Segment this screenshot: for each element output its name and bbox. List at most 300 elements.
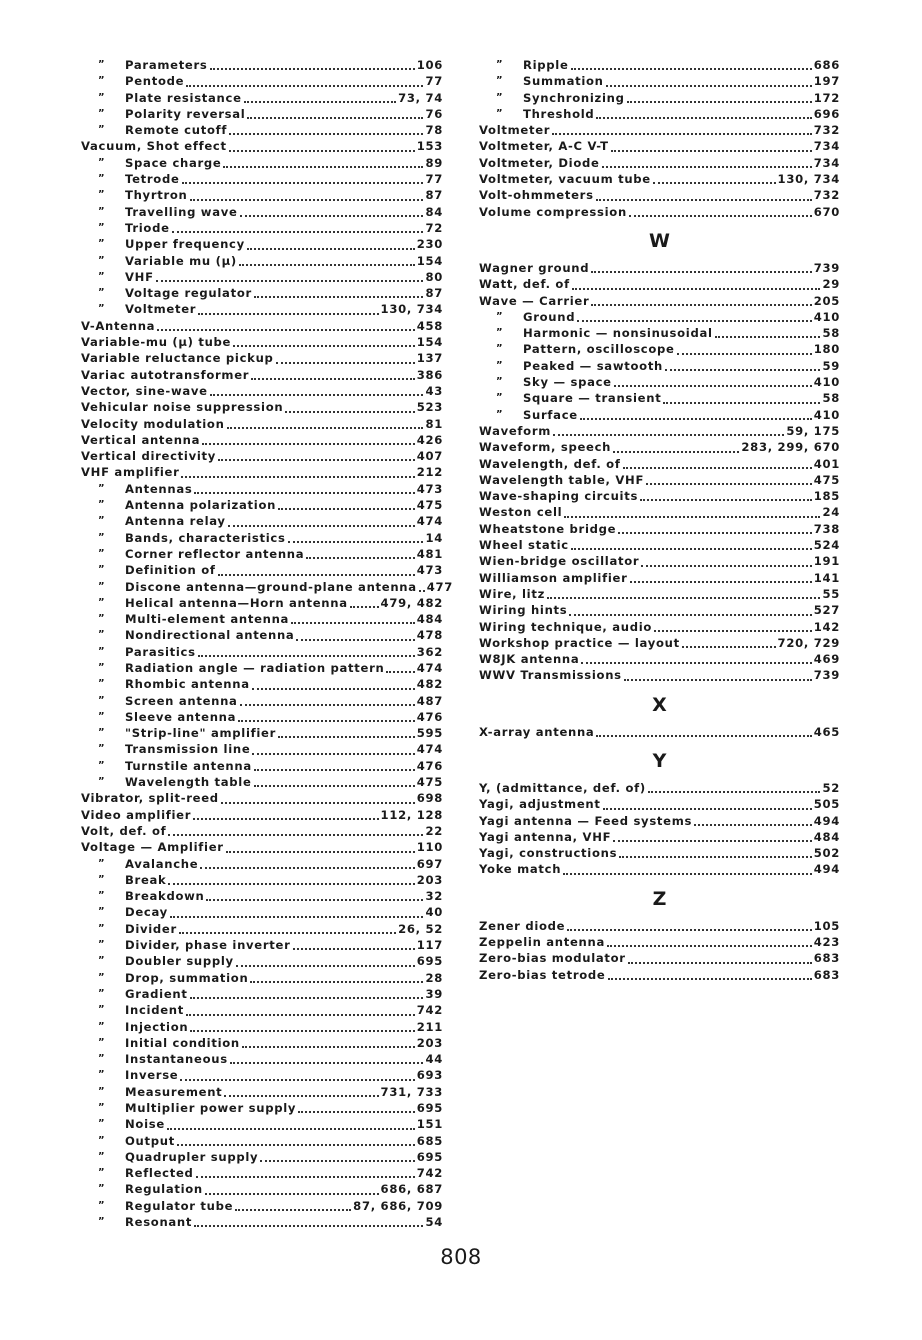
index-entry (479, 276, 840, 292)
entry-page-ref: 84 (425, 204, 443, 219)
dot-leader (276, 362, 415, 364)
index-subentry (81, 220, 443, 236)
entry-term: ” Thyrtron (81, 187, 188, 203)
dot-leader (229, 133, 423, 135)
dot-leader (196, 1176, 415, 1178)
index-entry (479, 845, 840, 861)
entry-term: Wiring technique, audio (479, 619, 653, 634)
entry-page-ref: 203 (416, 1035, 443, 1050)
entry-term: ” Rhombic antenna (81, 676, 250, 692)
index-subentry (81, 676, 443, 692)
entry-term: WWV Transmissions (479, 668, 622, 683)
index-subentry (81, 497, 443, 513)
entry-term: VHF amplifier (81, 465, 180, 480)
entry-term: ” Multi-element antenna (81, 611, 289, 627)
entry-page-ref: 52 (822, 780, 840, 795)
entry-term: X-array antenna (479, 724, 595, 739)
index-entry (479, 950, 840, 966)
entry-term: ” Radiation angle — radiation pattern (81, 660, 384, 676)
index-entry (479, 171, 840, 187)
entry-term: ” Gradient (81, 986, 188, 1002)
entry-term: ” Drop, summation (81, 970, 248, 986)
index-entry (479, 293, 840, 309)
dot-leader (227, 427, 424, 429)
dot-leader (603, 808, 812, 810)
entry-term: ” Doubler supply (81, 953, 234, 969)
index-subentry (81, 937, 443, 953)
index-column-left (81, 57, 454, 1230)
entry-term: Zener diode (479, 918, 566, 933)
entry-term: ” Helical antenna—Horn antenna (81, 595, 348, 611)
entry-page-ref: 87 (425, 188, 443, 203)
dot-leader (193, 818, 378, 820)
index-subentry (81, 1051, 443, 1067)
dot-leader (567, 929, 811, 931)
entry-page-ref: 739 (813, 260, 840, 275)
index-subentry (81, 269, 443, 285)
entry-term: ” Decay (81, 904, 168, 920)
index-entry (479, 651, 840, 667)
index-entry (81, 432, 443, 448)
dot-leader (553, 434, 784, 436)
entry-page-ref: 386 (416, 367, 443, 382)
entry-term: Vertical antenna (81, 432, 201, 447)
dot-leader (630, 581, 812, 583)
entry-term: ” Inverse (81, 1067, 178, 1083)
dot-leader (240, 704, 415, 706)
entry-term: Wheel static (479, 538, 569, 553)
entry-term: Voltmeter, Diode (479, 155, 600, 170)
index-subentry (81, 122, 443, 138)
index-subentry (479, 106, 840, 122)
entry-page-ref: 151 (416, 1117, 443, 1132)
entry-page-ref: 696 (813, 106, 840, 121)
entry-page-ref: 24 (822, 505, 840, 520)
entry-term: Voltmeter, vacuum tube (479, 172, 651, 187)
index-subentry (81, 1133, 443, 1149)
entry-page-ref: 191 (813, 554, 840, 569)
entry-page-ref: 153 (416, 139, 443, 154)
index-entry (81, 383, 443, 399)
entry-term: Waveform, speech (479, 440, 612, 455)
index-entry (479, 187, 840, 203)
dot-leader (210, 394, 424, 396)
index-subentry (81, 953, 443, 969)
index-entry (81, 790, 443, 806)
index-subentry (81, 562, 443, 578)
index-entry (479, 537, 840, 553)
dot-leader (629, 215, 812, 217)
entry-page-ref: 44 (425, 1052, 443, 1067)
entry-page-ref: 410 (813, 309, 840, 324)
entry-page-ref: 693 (416, 1068, 443, 1083)
index-entry (479, 918, 840, 934)
dot-leader (628, 962, 812, 964)
dot-leader (623, 467, 812, 469)
entry-page-ref: 410 (813, 407, 840, 422)
entry-page-ref: 29 (822, 277, 840, 292)
index-subentry (81, 921, 443, 937)
dot-leader (640, 499, 812, 501)
entry-page-ref: 14 (425, 530, 443, 545)
entry-term: Yagi, constructions (479, 846, 618, 861)
entry-page-ref: 77 (425, 74, 443, 89)
dot-leader (168, 883, 414, 885)
dot-leader (547, 597, 820, 599)
entry-term: ” Measurement (81, 1084, 222, 1100)
entry-term: Zero-bias tetrode (479, 967, 606, 982)
entry-page-ref: 695 (416, 1149, 443, 1164)
dot-leader (624, 679, 812, 681)
index-entry (479, 423, 840, 439)
dot-leader (167, 1128, 415, 1130)
entry-term: ” Parameters (81, 57, 208, 73)
dot-leader (218, 459, 415, 461)
dot-leader (613, 840, 811, 842)
entry-term: Video amplifier (81, 807, 192, 822)
entry-page-ref: 203 (416, 872, 443, 887)
dot-leader (233, 345, 415, 347)
index-subentry (81, 301, 443, 317)
entry-term: Variable reluctance pickup (81, 351, 274, 366)
entry-page-ref: 479, 482 (380, 595, 443, 610)
index-entry (479, 138, 840, 154)
entry-term: Yoke match (479, 862, 562, 877)
index-subentry (81, 187, 443, 203)
entry-page-ref: 112, 128 (380, 807, 443, 822)
entry-page-ref: 59 (822, 358, 840, 373)
entry-term: ” Corner reflector antenna (81, 546, 304, 562)
entry-term: Zero-bias modulator (479, 951, 626, 966)
entry-page-ref: 197 (813, 74, 840, 89)
entry-term: Variac autotransformer (81, 367, 250, 382)
entry-page-ref: 426 (416, 432, 443, 447)
index-subentry (81, 1198, 443, 1214)
index-subentry (81, 57, 443, 73)
dot-leader (228, 525, 415, 527)
entry-term: Zeppelin antenna (479, 935, 605, 950)
entry-page-ref: 484 (416, 612, 443, 627)
dot-leader (177, 1144, 415, 1146)
index-column-right (479, 57, 840, 983)
entry-term: ” Summation (479, 73, 604, 89)
entry-term: ” Screen antenna (81, 693, 238, 709)
dot-leader (291, 622, 415, 624)
dot-leader (172, 231, 424, 233)
entry-page-ref: 59, 175 (786, 423, 840, 438)
entry-term: ” Transmission line (81, 741, 250, 757)
entry-page-ref: 484 (813, 829, 840, 844)
entry-page-ref: 473 (416, 481, 443, 496)
entry-page-ref: 474 (416, 660, 443, 675)
entry-term: ” Break (81, 872, 166, 888)
entry-page-ref: 22 (425, 823, 443, 838)
index-subentry (479, 90, 840, 106)
entry-term: ” Regulation (81, 1181, 203, 1197)
entry-term: ” Variable mu (µ) (81, 253, 237, 269)
entry-page-ref: 477 (426, 579, 454, 594)
entry-term: ” Breakdown (81, 888, 204, 904)
dot-leader (186, 85, 423, 87)
dot-leader (238, 720, 415, 722)
entry-term: ” Space charge (81, 155, 221, 171)
index-subentry (81, 579, 454, 595)
index-subentry (81, 1165, 443, 1181)
entry-term: ” Harmonic — nonsinusoidal (479, 325, 713, 341)
entry-page-ref: 43 (425, 383, 443, 398)
entry-page-ref: 475 (416, 498, 443, 513)
entry-page-ref: 482 (416, 677, 443, 692)
entry-page-ref: 732 (813, 188, 840, 203)
entry-page-ref: 154 (416, 253, 443, 268)
index-subentry (81, 758, 443, 774)
index-entry (479, 861, 840, 877)
entry-page-ref: 76 (425, 106, 443, 121)
entry-term: Voltage — Amplifier (81, 840, 224, 855)
index-subentry (81, 1181, 443, 1197)
entry-term: ” Turnstile antenna (81, 758, 252, 774)
index-subentry (81, 513, 443, 529)
entry-term: ” Ripple (479, 57, 569, 73)
entry-page-ref: 683 (813, 951, 840, 966)
entry-page-ref: 683 (813, 967, 840, 982)
dot-leader (653, 182, 776, 184)
entry-page-ref: 742 (416, 1003, 443, 1018)
index-subentry (479, 358, 840, 374)
dot-leader (296, 639, 414, 641)
entry-term: Volt, def. of (81, 823, 167, 838)
index-subentry (81, 1019, 443, 1035)
entry-term: ” Upper frequency (81, 236, 245, 252)
dot-leader (206, 899, 423, 901)
index-subentry (479, 341, 840, 357)
index-subentry (81, 1149, 443, 1165)
entry-page-ref: 212 (416, 465, 443, 480)
index-entry (479, 504, 840, 520)
entry-page-ref: 527 (813, 603, 840, 618)
index-subentry (81, 171, 443, 187)
index-entry (81, 839, 443, 855)
entry-term: ” Tetrode (81, 171, 180, 187)
dot-leader (607, 945, 812, 947)
dot-leader (611, 150, 812, 152)
entry-page-ref: 185 (813, 489, 840, 504)
entry-term: Waveform (479, 423, 552, 438)
entry-term: ” Multiplier power supply (81, 1100, 296, 1116)
entry-term: ” Antenna relay (81, 513, 226, 529)
entry-page-ref: 230 (416, 237, 443, 252)
entry-term: ” Output (81, 1133, 175, 1149)
index-subentry (81, 627, 443, 643)
entry-term: Wave — Carrier (479, 293, 590, 308)
entry-term: Yagi, adjustment (479, 797, 601, 812)
dot-leader (608, 978, 812, 980)
entry-page-ref: 465 (813, 724, 840, 739)
dot-leader (242, 1046, 415, 1048)
index-subentry (81, 481, 443, 497)
entry-page-ref: 172 (813, 90, 840, 105)
entry-term: Vector, sine-wave (81, 383, 208, 398)
entry-page-ref: 54 (425, 1215, 443, 1230)
entry-term: Wavelength, def. of (479, 456, 621, 471)
dot-leader (654, 630, 812, 632)
entry-term: ” Pattern, oscilloscope (479, 341, 675, 357)
entry-term: ” Sleeve antenna (81, 709, 236, 725)
index-subentry (81, 90, 443, 106)
entry-page-ref: 81 (425, 416, 443, 431)
entry-page-ref: 695 (416, 954, 443, 969)
entry-term: ” Polarity reversal (81, 106, 245, 122)
entry-term: Variable-mu (µ) tube (81, 335, 232, 350)
dot-leader (285, 411, 414, 413)
dot-leader (198, 313, 378, 315)
index-entry (479, 934, 840, 950)
dot-leader (618, 532, 812, 534)
index-subentry (81, 1100, 443, 1116)
section-letter-heading: Z (652, 887, 667, 910)
dot-leader (157, 329, 414, 331)
index-entry (81, 416, 443, 432)
entry-term: ” Voltage regulator (81, 285, 252, 301)
dot-leader (156, 280, 424, 282)
entry-page-ref: 89 (425, 155, 443, 170)
entry-term: Watt, def. of (479, 277, 570, 292)
entry-page-ref: 28 (425, 970, 443, 985)
entry-page-ref: 362 (416, 644, 443, 659)
dot-leader (591, 304, 811, 306)
entry-page-ref: 39 (425, 986, 443, 1001)
index-subentry (81, 1214, 443, 1230)
entry-term: ” Quadrupler supply (81, 1149, 258, 1165)
dot-leader (350, 606, 379, 608)
entry-term: ” Initial condition (81, 1035, 240, 1051)
index-entry (81, 350, 443, 366)
entry-term: ” VHF (81, 269, 154, 285)
dot-leader (179, 932, 396, 934)
dot-leader (250, 981, 423, 983)
entry-page-ref: 487 (416, 693, 443, 708)
index-subentry (81, 970, 443, 986)
index-entry (479, 155, 840, 171)
entry-term: Weston cell (479, 505, 563, 520)
entry-term: Wien-bridge oscillator (479, 554, 640, 569)
dot-leader (239, 264, 415, 266)
dot-leader (602, 166, 812, 168)
entry-page-ref: 110 (416, 840, 443, 855)
index-subentry (81, 611, 443, 627)
dot-leader (619, 856, 812, 858)
entry-term: ” Voltmeter (81, 301, 196, 317)
entry-page-ref: 26, 52 (398, 921, 443, 936)
entry-page-ref: 58 (822, 391, 840, 406)
entry-term: Yagi antenna, VHF (479, 829, 612, 844)
entry-term: Vertical directivity (81, 449, 217, 464)
entry-page-ref: 87, 686, 709 (353, 1198, 443, 1213)
index-entry (81, 464, 443, 480)
index-subentry (479, 390, 840, 406)
index-subentry (81, 856, 443, 872)
dot-leader (596, 199, 812, 201)
dot-leader (182, 182, 424, 184)
entry-term: ” "Strip-line" amplifier (81, 725, 276, 741)
section-letter-heading: W (649, 229, 670, 252)
entry-page-ref: 685 (416, 1133, 443, 1148)
entry-term: ” Divider, phase inverter (81, 937, 291, 953)
entry-page-ref: 697 (416, 856, 443, 871)
dot-leader (563, 873, 812, 875)
entry-term: Y, (admittance, def. of) (479, 780, 646, 795)
index-entry (81, 823, 443, 839)
dot-leader (235, 1209, 351, 1211)
entry-page-ref: 77 (425, 172, 443, 187)
index-subentry (81, 546, 443, 562)
dot-leader (278, 736, 415, 738)
index-entry (479, 619, 840, 635)
entry-page-ref: 142 (813, 619, 840, 634)
entry-page-ref: 87 (425, 286, 443, 301)
dot-leader (247, 248, 415, 250)
dot-leader (646, 483, 812, 485)
dot-leader (251, 378, 414, 380)
dot-leader (223, 166, 423, 168)
entry-page-ref: 154 (416, 335, 443, 350)
index-subentry (479, 374, 840, 390)
entry-page-ref: 720, 729 (777, 635, 840, 650)
entry-page-ref: 283, 299, 670 (741, 440, 840, 455)
entry-term: ” Bands, characteristics (81, 530, 286, 546)
entry-page-ref: 474 (416, 742, 443, 757)
index-entry (479, 204, 840, 220)
entry-term: Williamson amplifier (479, 570, 628, 585)
entry-page-ref: 58 (822, 326, 840, 341)
dot-leader (613, 451, 739, 453)
dot-leader (240, 215, 424, 217)
dot-leader (571, 68, 812, 70)
index-entry (81, 138, 443, 154)
entry-term: Workshop practice — layout (479, 635, 680, 650)
entry-term: ” Triode (81, 220, 170, 236)
index-subentry (81, 285, 443, 301)
index-subentry (81, 106, 443, 122)
dot-leader (170, 916, 424, 918)
entry-term: ” Synchronizing (479, 90, 625, 106)
entry-page-ref: 423 (813, 935, 840, 950)
dot-leader (614, 385, 812, 387)
dot-leader (581, 662, 811, 664)
entry-term: ” Reflected (81, 1165, 194, 1181)
entry-page-ref: 481 (416, 546, 443, 561)
entry-term: ” Wavelength table (81, 774, 252, 790)
dot-leader (572, 288, 821, 290)
index-entry (81, 318, 443, 334)
index-entry (479, 521, 840, 537)
index-subentry (81, 660, 443, 676)
entry-page-ref: 476 (416, 709, 443, 724)
dot-leader (596, 735, 811, 737)
index-subentry (479, 57, 840, 73)
dot-leader (190, 199, 424, 201)
dot-leader (694, 824, 812, 826)
entry-page-ref: 494 (813, 862, 840, 877)
dot-leader (260, 1160, 414, 1162)
index-subentry (81, 644, 443, 660)
index-subentry (81, 725, 443, 741)
entry-term: ” Injection (81, 1019, 188, 1035)
index-entry (479, 439, 840, 455)
entry-page-ref: 731, 733 (380, 1084, 443, 1099)
entry-term: ” Sky — space (479, 374, 612, 390)
entry-page-ref: 106 (416, 58, 443, 72)
